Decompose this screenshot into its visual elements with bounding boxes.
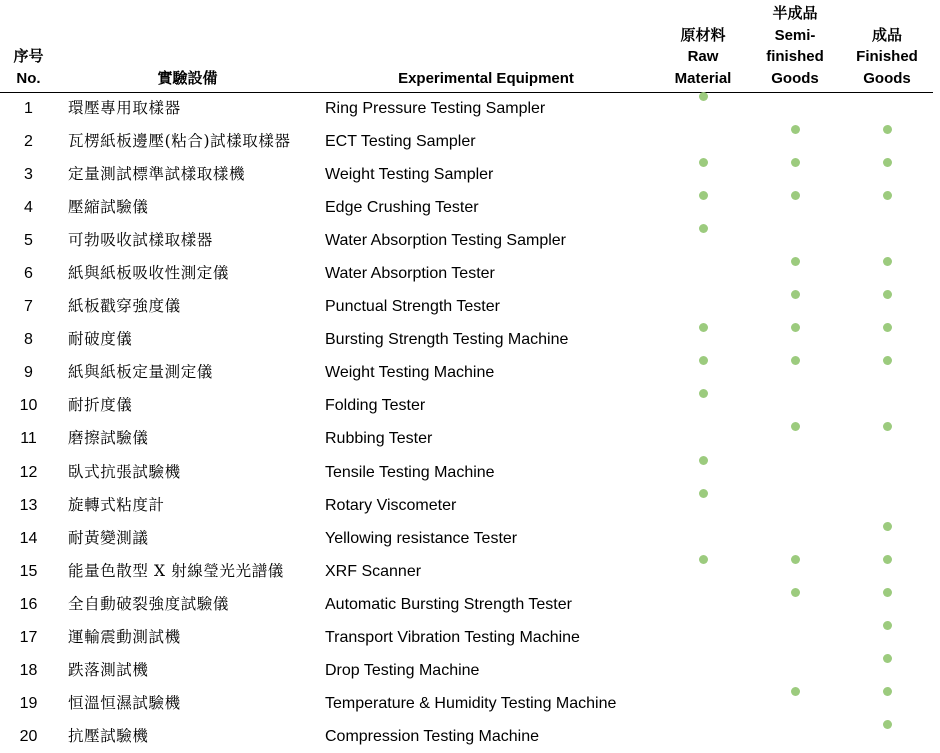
equipment-name-zh: 定量測試標準試樣取樣機 (68, 165, 246, 184)
raw-applicable-dot (699, 389, 708, 398)
equipment-name-en: Water Absorption Tester (325, 265, 495, 283)
equipment-name-zh: 環壓專用取樣器 (68, 99, 181, 117)
equipment-name-zh: 可勃吸收試樣取樣器 (68, 231, 213, 250)
semi-applicable-dot (791, 555, 800, 564)
header-raw-material (663, 25, 743, 90)
equipment-name-zh: 耐破度儀 (68, 330, 133, 349)
row-number: 20 (19, 727, 38, 745)
semi-applicable-dot (791, 191, 800, 200)
header-raw-en2: Material (674, 69, 732, 87)
row-number: 17 (19, 628, 38, 646)
row-number: 14 (19, 529, 38, 547)
table-row (0, 323, 933, 356)
fin-applicable-dot (883, 356, 892, 365)
table-row (0, 389, 933, 422)
fin-applicable-dot (883, 191, 892, 200)
table-row (0, 489, 933, 522)
semi-applicable-dot (791, 588, 800, 597)
table-header (0, 0, 933, 93)
header-finished-goods (847, 25, 927, 90)
row-number: 9 (24, 364, 33, 382)
raw-applicable-dot (699, 323, 708, 332)
header-semi-en1: Semi- (774, 26, 816, 44)
equipment-name-en: Ring Pressure Testing Sampler (325, 100, 546, 117)
raw-applicable-dot (699, 489, 708, 498)
equipment-name-zh: 紙與紙板定量測定儀 (68, 363, 213, 382)
table-row (0, 522, 933, 555)
equipment-name-zh: 能量色散型 X 射線瑩光光譜儀 (68, 561, 284, 580)
fin-applicable-dot (883, 323, 892, 332)
equipment-name-en: XRF Scanner (325, 562, 422, 580)
header-no-en: No. (16, 69, 41, 87)
equipment-name-en: Tensile Testing Machine (325, 463, 495, 481)
equipment-name-zh: 旋轉式粘度計 (68, 495, 165, 514)
row-number: 5 (24, 232, 33, 250)
row-number: 8 (24, 331, 33, 349)
header-no-zh: 序号 (13, 47, 44, 65)
equipment-name-zh: 跌落測試機 (68, 660, 149, 679)
semi-applicable-dot (791, 125, 800, 134)
equipment-name-en: Transport Vibration Testing Machine (325, 628, 580, 646)
equipment-name-en: Bursting Strength Testing Machine (325, 331, 569, 349)
table-row (0, 456, 933, 489)
table-row (0, 654, 933, 687)
table-row (0, 356, 933, 389)
equipment-name-zh: 耐黃變測議 (68, 528, 149, 547)
semi-applicable-dot (791, 257, 800, 266)
row-number: 13 (19, 496, 38, 514)
equipment-name-zh: 紙與紙板吸收性測定儀 (68, 264, 230, 283)
row-number: 4 (24, 199, 33, 217)
raw-applicable-dot (699, 92, 708, 101)
equipment-name-zh: 全自動破裂強度試驗儀 (68, 594, 230, 613)
fin-applicable-dot (883, 522, 892, 531)
row-number: 19 (19, 694, 38, 712)
equipment-name-zh: 瓦楞紙板邊壓(粘合)試樣取樣器 (68, 132, 291, 151)
fin-applicable-dot (883, 720, 892, 729)
fin-applicable-dot (883, 257, 892, 266)
equipment-name-en: Yellowing resistance Tester (325, 529, 518, 547)
header-semi-zh: 半成品 (772, 4, 818, 22)
equipment-name-en: Weight Testing Sampler (325, 166, 494, 184)
equipment-name-zh: 恒溫恒濕試驗機 (68, 693, 181, 712)
row-number: 15 (19, 562, 38, 580)
equipment-name-en: Automatic Bursting Strength Tester (325, 595, 572, 613)
equipment-name-zh: 耐折度儀 (68, 396, 133, 415)
equipment-name-zh: 壓縮試驗儀 (68, 198, 149, 217)
row-number: 10 (19, 397, 38, 415)
equipment-name-zh: 磨擦試驗儀 (68, 429, 149, 448)
fin-applicable-dot (883, 621, 892, 630)
table-row (0, 720, 933, 753)
equipment-name-zh: 抗壓試驗機 (68, 726, 149, 745)
table-row (0, 687, 933, 720)
semi-applicable-dot (791, 422, 800, 431)
table-row (0, 92, 933, 125)
table-row (0, 158, 933, 191)
equipment-name-zh: 臥式抗張試驗機 (68, 462, 181, 481)
fin-applicable-dot (883, 588, 892, 597)
row-number: 18 (19, 661, 38, 679)
table-body (0, 92, 933, 753)
semi-applicable-dot (791, 687, 800, 696)
raw-applicable-dot (699, 191, 708, 200)
equipment-name-en: ECT Testing Sampler (325, 133, 476, 151)
header-equipment-zh (130, 68, 245, 90)
header-fin-en2: Goods (863, 69, 911, 87)
row-number: 3 (24, 166, 33, 184)
raw-applicable-dot (699, 456, 708, 465)
table-row (0, 257, 933, 290)
equipment-name-en: Water Absorption Testing Sampler (325, 232, 567, 250)
equipment-name-en: Rotary Viscometer (325, 496, 457, 514)
fin-applicable-dot (883, 125, 892, 134)
equipment-name-en: Edge Crushing Tester (325, 199, 479, 217)
equipment-name-en: Drop Testing Machine (325, 661, 480, 679)
row-number: 11 (20, 430, 37, 448)
header-raw-zh: 原材料 (680, 25, 726, 44)
semi-applicable-dot (791, 323, 800, 332)
fin-applicable-dot (883, 158, 892, 167)
table-row (0, 588, 933, 621)
row-number: 2 (24, 133, 33, 151)
fin-applicable-dot (883, 555, 892, 564)
table-row (0, 290, 933, 323)
equipment-name-en: Temperature & Humidity Testing Machine (325, 694, 617, 712)
equipment-name-en: Compression Testing Machine (325, 727, 540, 745)
header-fin-en1: Finished (856, 48, 918, 65)
fin-applicable-dot (883, 687, 892, 696)
header-equipment-en (386, 68, 586, 90)
header-equipment-en-label: Experimental Equipment (398, 69, 574, 87)
semi-applicable-dot (791, 158, 800, 167)
semi-applicable-dot (791, 356, 800, 365)
table-row (0, 224, 933, 257)
header-no (0, 46, 57, 89)
fin-applicable-dot (883, 654, 892, 663)
table-row (0, 125, 933, 158)
fin-applicable-dot (883, 422, 892, 431)
semi-applicable-dot (791, 290, 800, 299)
raw-applicable-dot (699, 158, 708, 167)
header-fin-zh: 成品 (871, 25, 902, 44)
table-row (0, 555, 933, 588)
header-semi-finished (755, 3, 835, 89)
equipment-name-en: Punctual Strength Tester (325, 298, 500, 316)
header-semi-en3: Goods (771, 69, 819, 87)
row-number: 16 (19, 595, 38, 613)
equipment-name-zh: 運輸震動測試機 (68, 627, 181, 646)
equipment-name-en: Weight Testing Machine (325, 364, 495, 382)
header-semi-en2: finished (766, 48, 824, 65)
equipment-name-en: Rubbing Tester (325, 430, 433, 448)
row-number: 6 (24, 265, 33, 283)
table-row (0, 621, 933, 654)
header-equipment-zh-label: 實驗設備 (157, 68, 218, 87)
table-row (0, 422, 933, 455)
header-raw-en1: Raw (687, 48, 719, 65)
raw-applicable-dot (699, 356, 708, 365)
fin-applicable-dot (883, 290, 892, 299)
row-number: 1 (24, 100, 33, 117)
equipment-name-en: Folding Tester (325, 397, 426, 415)
row-number: 12 (19, 463, 38, 481)
raw-applicable-dot (699, 224, 708, 233)
equipment-name-zh: 紙板戳穿強度儀 (68, 297, 181, 316)
row-number: 7 (24, 298, 33, 316)
raw-applicable-dot (699, 555, 708, 564)
table-row (0, 191, 933, 224)
